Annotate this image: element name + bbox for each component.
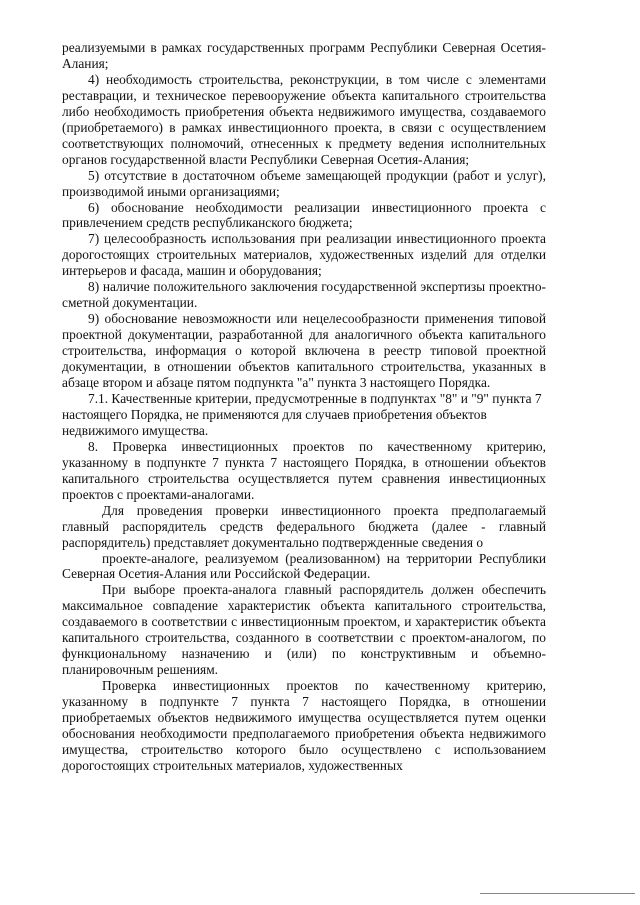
- paragraph-item-8: 8) наличие положительного заключения государственной экспертизы проектно-сметной документации.: [62, 279, 546, 311]
- paragraph-item-5: 5) отсутствие в достаточном объеме замещающей продукции (работ и услуг), производимой иными организациями;: [62, 167, 546, 199]
- paragraph-item-6: 6) обоснование необходимости реализации инвестиционного проекта с привлечением средств республиканского бюджета;: [62, 199, 546, 231]
- paragraph-verification-intro: Для проведения проверки инвестиционного проекта предполагаемый главный распорядитель средств федерального бюджета (далее - главный распорядитель) представляет документально подтвержденные сведения о: [62, 502, 546, 550]
- paragraph-analog-project: проекте-аналоге, реализуемом (реализованном) на территории Республики Северная Осетия-Алания или Российской Федерации.: [62, 550, 546, 582]
- paragraph-analog-selection: При выборе проекта-аналога главный распорядитель должен обеспечить максимальное совпадение характеристик объекта капитального строительства, создаваемого в соответствии с инвестиционным проектом, и характеристик объекта капитального строительства, созданного в соответствии с проектом-аналогом, по функциональному назначению и (или) по конструктивным и объемно-планировочным решениям.: [62, 582, 546, 678]
- paragraph-item-4: 4) необходимость строительства, реконструкции, в том числе с элементами реставрации, и техническое перевооружение объекта капитального строительства либо необходимость приобретения объекта недвижимого имущества, создаваемого (приобретаемого) в рамках инвестиционного проекта, в связи с осуществлением соответствующих полномочий, отнесенных к предмету ведения исполнительных органов государственной власти Республики Северная Осетия-Алания;: [62, 71, 546, 167]
- paragraph-7-1: 7.1. Качественные критерии, предусмотренные в подпунктах "8" и "9" пункта 7 настоящего Порядка, не применяются для случаев приобретения объектов недвижимого имущества.: [62, 390, 542, 438]
- paragraph-continuation: реализуемыми в рамках государственных программ Республики Северная Осетия-Алания;: [62, 40, 546, 71]
- paragraph-real-estate-verification: Проверка инвестиционных проектов по качественному критерию, указанному в подпункте 7 пункта 7 настоящего Порядка, в отношении приобретаемых объектов недвижимого имущества осуществляется путем оценки обоснования необходимости предполагаемого приобретения объекта недвижимого имущества, строительство которого было осуществлено с использованием дорогостоящих строительных материалов, художественных: [62, 678, 546, 773]
- paragraph-item-9: 9) обоснование невозможности или нецелесообразности применения типовой проектной документации, разработанной для аналогичного объекта капитального строительства, информация о которой включена в реестр типовой проектной документации, в отношении объектов капитального строительства, указанных в абзаце втором и абзаце пятом подпункта "а" пункта 3 настоящего Порядка.: [62, 311, 546, 391]
- paragraph-8: 8. Проверка инвестиционных проектов по качественному критерию, указанному в подпункте 7 пункта 7 настоящего Порядка, в отношении объектов капитального строительства осуществляется путем сравнения инвестиционных проектов с проектами-аналогами.: [62, 438, 546, 502]
- document-body: [62, 40, 546, 774]
- footer-divider: [480, 893, 635, 894]
- paragraph-item-7: 7) целесообразность использования при реализации инвестиционного проекта дорогостоящих строительных материалов, художественных изделий для отделки интерьеров и фасада, машин и оборудования;: [62, 231, 546, 279]
